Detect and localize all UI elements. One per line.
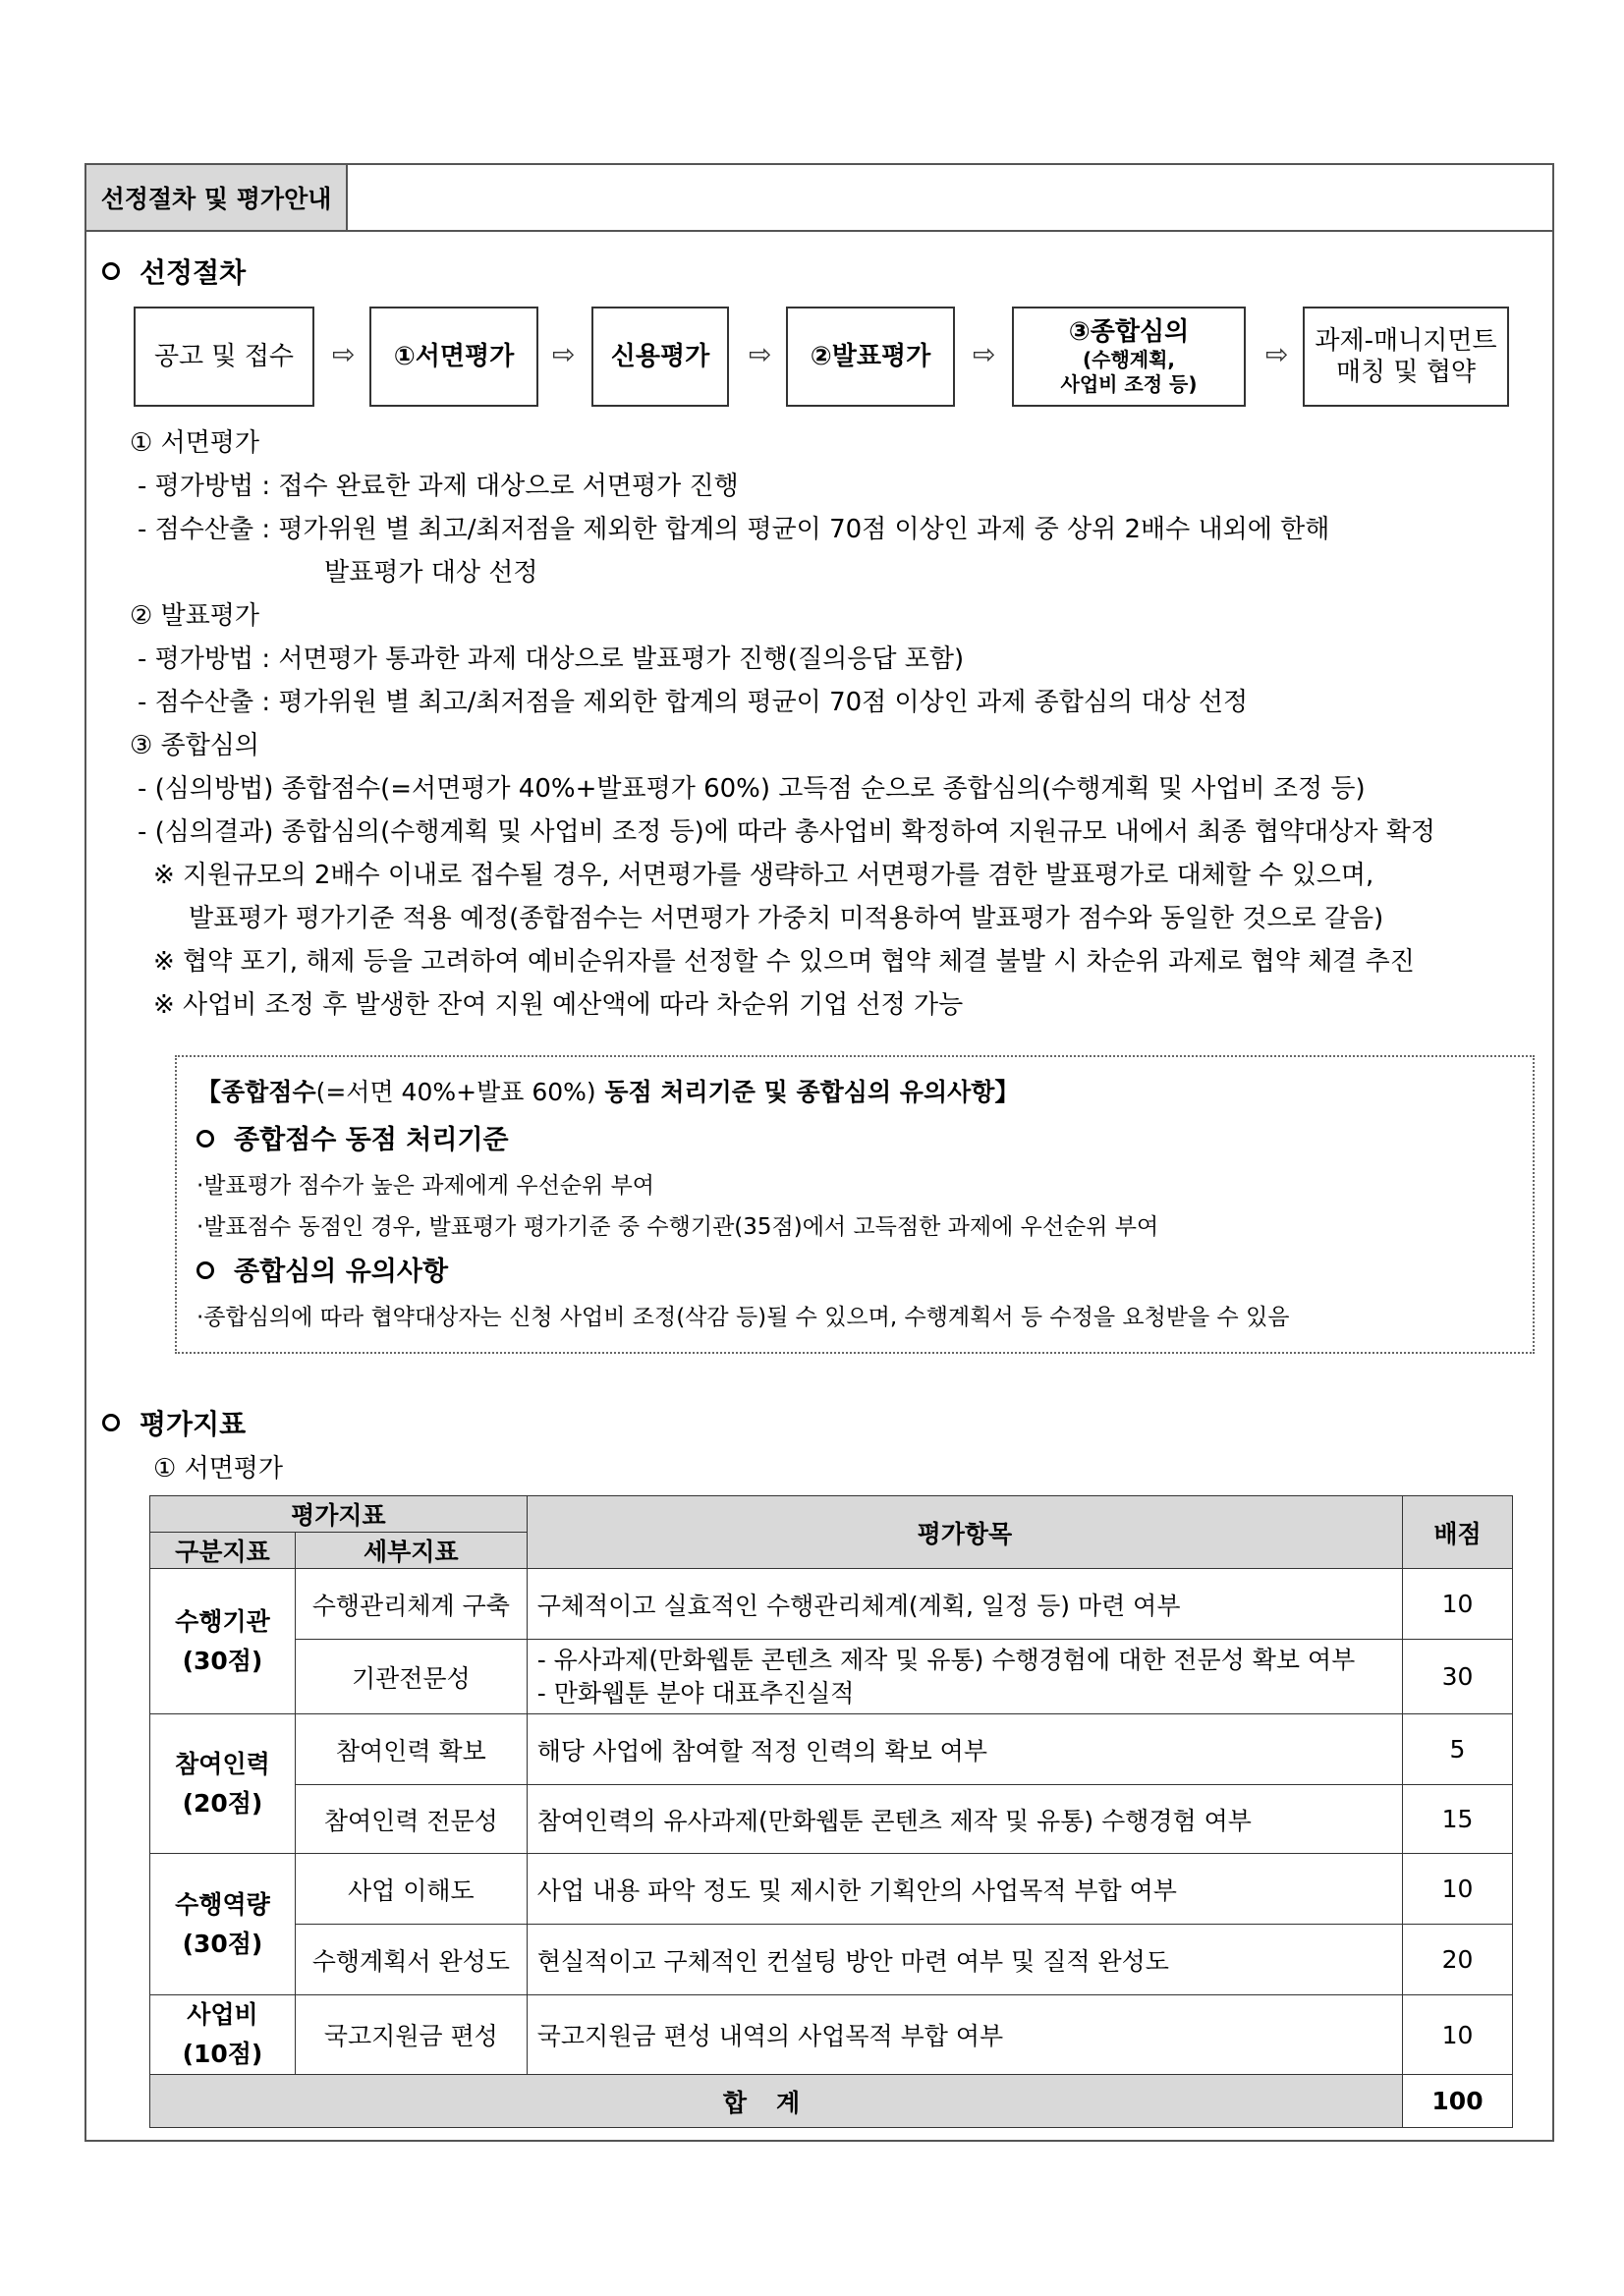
notice-subheading xyxy=(196,1250,448,1288)
section1-title-row xyxy=(102,252,246,291)
flow-step-document-review xyxy=(369,307,538,407)
detail-cell: 기관전문성 xyxy=(295,1640,527,1714)
score-cell: 20 xyxy=(1403,1925,1513,1995)
notice-box xyxy=(175,1055,1535,1354)
section2-title: 평가지표 xyxy=(140,1408,247,1440)
section1-title: 선정절차 xyxy=(140,256,247,289)
section2-subtitle: ① 서면평가 xyxy=(153,1454,284,1484)
table-total-row xyxy=(150,2075,1513,2128)
flow-step-announce xyxy=(134,307,314,407)
notice-title-part: 동점 처리기준 및 종합심의 유의사항】 xyxy=(595,1078,1020,1106)
score-cell: 10 xyxy=(1403,1854,1513,1925)
item-cell xyxy=(527,1640,1402,1714)
circle-bullet-icon xyxy=(102,262,120,280)
flow-step-presentation-review xyxy=(786,307,955,407)
item-cell: 현실적이고 구체적인 컨설팅 방안 마련 여부 및 질적 완성도 xyxy=(527,1925,1402,1995)
header-divider xyxy=(86,230,1552,232)
flow-step-text: 공고 및 접수 xyxy=(153,341,295,371)
body-line: 발표평가 대상 선정 xyxy=(324,558,538,588)
circle-bullet-icon xyxy=(196,1261,214,1279)
flow-step-credit-review xyxy=(591,307,729,407)
body-line: ③ 종합심의 xyxy=(130,731,260,760)
note-line: ※ 협약 포기, 해제 등을 고려하여 예비순위자를 선정할 수 있으며 협약 체결 불발 시 차순위 과제로 협약 체결 추진 xyxy=(153,947,1415,977)
table-row xyxy=(150,1854,1513,1925)
flow-arrow-icon: ⇨ xyxy=(332,338,356,370)
detail-cell: 참여인력 확보 xyxy=(295,1714,527,1785)
notice-item: ·발표점수 동점인 경우, 발표평가 평가기준 중 수행기관(35점)에서 고득점한 과제에 우선순위 부여 xyxy=(196,1214,1159,1240)
header-evaluation-item: 평가항목 xyxy=(527,1496,1402,1569)
score-cell: 10 xyxy=(1403,1569,1513,1640)
detail-cell: 참여인력 전문성 xyxy=(295,1785,527,1854)
score-cell: 5 xyxy=(1403,1714,1513,1785)
flow-step-text: 사업비 조정 등) xyxy=(1060,372,1198,397)
section-header-tab xyxy=(86,165,348,230)
detail-cell: 수행관리체계 구축 xyxy=(295,1569,527,1640)
evaluation-table xyxy=(149,1495,1513,2128)
note-line: 발표평가 평가기준 적용 예정(종합점수는 서면평가 가중치 미적용하여 발표평가 점수와 동일한 것으로 갈음) xyxy=(189,904,1384,933)
body-line: - (심의방법) 종합점수(=서면평가 40%+발표평가 60%) 고득점 순으로 종합심의(수행계획 및 사업비 조정 등) xyxy=(138,774,1366,804)
flow-arrow-icon: ⇨ xyxy=(973,338,996,370)
detail-cell: 수행계획서 완성도 xyxy=(295,1925,527,1995)
notice-subheading xyxy=(196,1118,509,1156)
category-name: 참여인력 xyxy=(175,1749,270,1778)
flow-step-text: ②발표평가 xyxy=(810,341,931,371)
table-row xyxy=(150,1785,1513,1854)
category-cell xyxy=(150,1995,296,2075)
header-score: 배점 xyxy=(1403,1496,1513,1569)
notice-title-part: 【종합점수 xyxy=(196,1078,316,1106)
body-line: - 점수산출 : 평가위원 별 최고/최저점을 제외한 합계의 평균이 70점 이상인 과제 중 상위 2배수 내외에 한해 xyxy=(138,515,1330,544)
table-row xyxy=(150,1925,1513,1995)
item-cell: 국고지원금 편성 내역의 사업목적 부합 여부 xyxy=(527,1995,1402,2075)
flow-step-text: 신용평가 xyxy=(610,341,710,371)
table-header-row xyxy=(150,1496,1513,1533)
section2-title-row xyxy=(102,1403,246,1442)
flow-arrow-icon: ⇨ xyxy=(552,338,576,370)
flow-step-text: (수행계획, xyxy=(1082,348,1176,372)
notice-title-part: (=서면 40%+발표 60%) xyxy=(315,1078,596,1106)
detail-cell: 국고지원금 편성 xyxy=(295,1995,527,2075)
body-line: - 평가방법 : 서면평가 통과한 과제 대상으로 발표평가 진행(질의응답 포함) xyxy=(138,644,965,674)
category-name: 사업비 xyxy=(187,2000,258,2029)
flow-step-matching-agreement xyxy=(1303,307,1509,407)
category-points: (10점) xyxy=(182,2040,263,2068)
score-cell: 10 xyxy=(1403,1995,1513,2075)
body-line: - 평가방법 : 접수 완료한 과제 대상으로 서면평가 진행 xyxy=(138,472,739,501)
category-cell xyxy=(150,1714,296,1854)
category-points: (30점) xyxy=(182,1929,263,1958)
notice-item: ·발표평가 점수가 높은 과제에게 우선순위 부여 xyxy=(196,1173,655,1199)
header-detail: 세부지표 xyxy=(295,1533,527,1569)
item-cell: 참여인력의 유사과제(만화웹툰 콘텐츠 제작 및 유통) 수행경험 여부 xyxy=(527,1785,1402,1854)
category-name: 수행역량 xyxy=(175,1889,270,1919)
body-line: ① 서면평가 xyxy=(130,428,260,458)
total-score: 100 xyxy=(1403,2075,1513,2128)
item-cell: 구체적이고 실효적인 수행관리체계(계획, 일정 등) 마련 여부 xyxy=(527,1569,1402,1640)
body-line: ② 발표평가 xyxy=(130,601,260,631)
category-cell xyxy=(150,1854,296,1995)
flow-step-text: ③종합심의 xyxy=(1068,316,1190,347)
score-cell: 15 xyxy=(1403,1785,1513,1854)
header-category: 구분지표 xyxy=(150,1533,296,1569)
flow-step-comprehensive-review xyxy=(1012,307,1246,407)
flow-arrow-icon: ⇨ xyxy=(1265,338,1289,370)
table-row xyxy=(150,1995,1513,2075)
item-text: - 만화웹툰 분야 대표추진실적 xyxy=(536,1678,855,1708)
note-line: ※ 지원규모의 2배수 이내로 접수될 경우, 서면평가를 생략하고 서면평가를 겸한 발표평가로 대체할 수 있으며, xyxy=(153,861,1374,890)
item-cell: 사업 내용 파악 정도 및 제시한 기획안의 사업목적 부합 여부 xyxy=(527,1854,1402,1925)
item-cell: 해당 사업에 참여할 적정 인력의 확보 여부 xyxy=(527,1714,1402,1785)
notice-title xyxy=(196,1073,1019,1108)
category-cell xyxy=(150,1569,296,1714)
table-row xyxy=(150,1640,1513,1714)
header-evaluation-indicator: 평가지표 xyxy=(150,1496,528,1533)
circle-bullet-icon xyxy=(102,1414,120,1431)
flow-step-text: 과제-매니지먼트 xyxy=(1315,325,1497,356)
score-cell: 30 xyxy=(1403,1640,1513,1714)
flow-step-text: 매칭 및 협약 xyxy=(1335,358,1477,387)
flow-step-text: ①서면평가 xyxy=(393,341,515,371)
table-row xyxy=(150,1714,1513,1785)
body-line: - 점수산출 : 평가위원 별 최고/최저점을 제외한 합계의 평균이 70점 이상인 과제 종합심의 대상 선정 xyxy=(138,688,1249,717)
total-label: 합계 xyxy=(150,2075,1403,2128)
flow-arrow-icon: ⇨ xyxy=(749,338,772,370)
body-line: - (심의결과) 종합심의(수행계획 및 사업비 조정 등)에 따라 총사업비 확정하여 지원규모 내에서 최종 협약대상자 확정 xyxy=(138,817,1435,847)
notice-subheading-text: 종합점수 동점 처리기준 xyxy=(234,1125,509,1155)
header-title: 선정절차 및 평가안내 xyxy=(100,185,332,213)
notice-item: ·종합심의에 따라 협약대상자는 신청 사업비 조정(삭감 등)될 수 있으며, 수행계획서 등 수정을 요청받을 수 있음 xyxy=(196,1305,1290,1330)
notice-subheading-text: 종합심의 유의사항 xyxy=(234,1257,449,1287)
detail-cell: 사업 이해도 xyxy=(295,1854,527,1925)
note-line: ※ 사업비 조정 후 발생한 잔여 지원 예산액에 따라 차순위 기업 선정 가능 xyxy=(153,990,964,1020)
item-text: - 유사과제(만화웹툰 콘텐츠 제작 및 유통) 수행경험에 대한 전문성 확보 여부 xyxy=(536,1645,1356,1674)
category-points: (20점) xyxy=(182,1788,263,1818)
table-row xyxy=(150,1569,1513,1640)
category-points: (30점) xyxy=(182,1646,263,1675)
category-name: 수행기관 xyxy=(175,1606,270,1636)
circle-bullet-icon xyxy=(196,1130,214,1148)
